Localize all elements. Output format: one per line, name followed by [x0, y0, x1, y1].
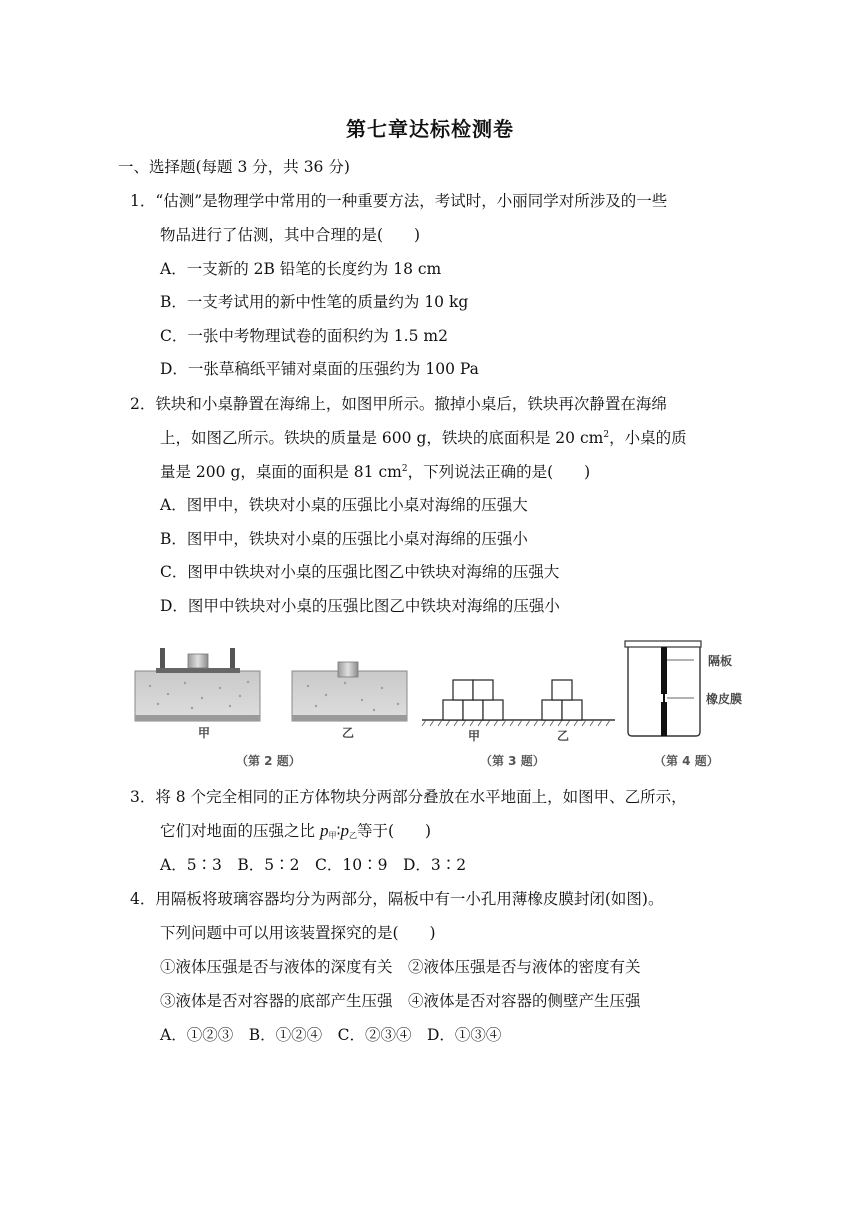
figures-row — [130, 638, 750, 773]
q1-option-a: A．一支新的 2B 铅笔的长度约为 18 cm — [160, 260, 442, 278]
q2-stem-line3 — [160, 461, 590, 483]
fig4-label-partition: 隔板 — [708, 654, 733, 668]
fig3-label-yi: 乙 — [557, 729, 570, 743]
fig2-jia-sponge — [135, 671, 260, 721]
q3-stem-line2 — [160, 820, 431, 847]
fig4-caption: （第 4 题） — [654, 754, 719, 768]
q4-stem-line2: 下列问题中可以用该装置探究的是( ) — [160, 924, 436, 942]
fig2-jia-table — [156, 648, 240, 673]
q4-options: A．①②③ B．①②④ C．②③④ D．①③④ — [160, 1026, 502, 1044]
fig2-label-jia: 甲 — [198, 726, 211, 740]
section-heading: 一、选择题(每题 3 分，共 36 分) — [118, 158, 350, 176]
fig3-caption: （第 3 题） — [480, 754, 545, 768]
q2-line2-text-b: ，小桌的质 — [609, 429, 687, 447]
q3-sub-jia: 甲 — [328, 831, 337, 840]
q2-stem-line1: 2．铁块和小桌静置在海绵上，如图甲所示。撤掉小桌后，铁块再次静置在海绵 — [130, 395, 667, 413]
q2-option-a: A．图甲中，铁块对小桌的压强比小桌对海绵的压强大 — [160, 496, 528, 514]
q1-stem-line1: 1．“估测”是物理学中常用的一种重要方法，考试时，小丽同学对所涉及的一些 — [130, 192, 668, 210]
fig4-label-membrane: 橡皮膜 — [706, 692, 743, 706]
fig2-caption: （第 2 题） — [236, 754, 301, 768]
q2-sup-2: 2 — [401, 463, 408, 474]
q3-stem-line1: 3．将 8 个完全相同的正方体物块分两部分叠放在水平地面上，如图甲、乙所示， — [130, 788, 687, 806]
q4-stem-line4: ③液体是否对容器的底部产生压强 ④液体是否对容器的侧壁产生压强 — [160, 992, 641, 1010]
page-title: 第七章达标检测卷 — [346, 117, 514, 141]
q2-line3-text-b: ，下列说法正确的是( ) — [407, 463, 591, 481]
q2-line2-text-a: 上，如图乙所示。铁块的质量是 600 g，铁块的底面积是 20 cm — [160, 429, 604, 447]
fig2-yi-sponge — [292, 662, 407, 721]
q1-stem-line2: 物品进行了估测，其中合理的是( ) — [160, 226, 421, 244]
q1-option-b: B．一支考试用的新中性笔的质量约为 10 kg — [160, 293, 469, 311]
q3-options: A．5∶3 B．5∶2 C．10∶9 D．3∶2 — [160, 856, 467, 874]
q2-option-c: C．图甲中铁块对小桌的压强比图乙中铁块对海绵的压强大 — [160, 563, 560, 581]
q2-stem-line2 — [160, 427, 687, 449]
q2-option-b: B．图甲中，铁块对小桌的压强比小桌对海绵的压强小 — [160, 530, 528, 548]
q3-p-yi: p — [340, 821, 349, 840]
q3-sub-yi: 乙 — [348, 831, 357, 840]
fig3-label-jia: 甲 — [468, 729, 481, 743]
fig4-container — [625, 641, 701, 736]
fig2-label-yi: 乙 — [342, 726, 355, 740]
q3-p-jia: p — [319, 821, 329, 840]
q1-option-d: D．一张草稿纸平铺对桌面的压强约为 100 Pa — [160, 360, 479, 378]
q1-option-c: C．一张中考物理试卷的面积约为 1.5 m2 — [160, 327, 448, 345]
q2-line3-text-a: 量是 200 g，桌面的面积是 81 cm — [160, 463, 402, 481]
q4-stem-line1: 4．用隔板将玻璃容器均分为两部分，隔板中有一小孔用薄橡皮膜封闭(如图)。 — [130, 890, 664, 908]
fig3-yi-cubes — [542, 680, 582, 720]
fig3-jia-cubes — [443, 680, 503, 720]
q2-option-d: D．图甲中铁块对小桌的压强比图乙中铁块对海绵的压强小 — [160, 597, 560, 615]
q2-sup-1: 2 — [603, 429, 610, 440]
q3-ratio-colon: ∶ — [336, 822, 341, 840]
q4-stem-line3: ①液体压强是否与液体的深度有关 ②液体压强是否与液体的密度有关 — [160, 958, 641, 976]
q3-line2-text-a: 它们对地面的压强之比 — [160, 822, 320, 840]
q3-line2-text-b: 等于( ) — [356, 822, 432, 840]
fig3-ground — [422, 720, 615, 726]
